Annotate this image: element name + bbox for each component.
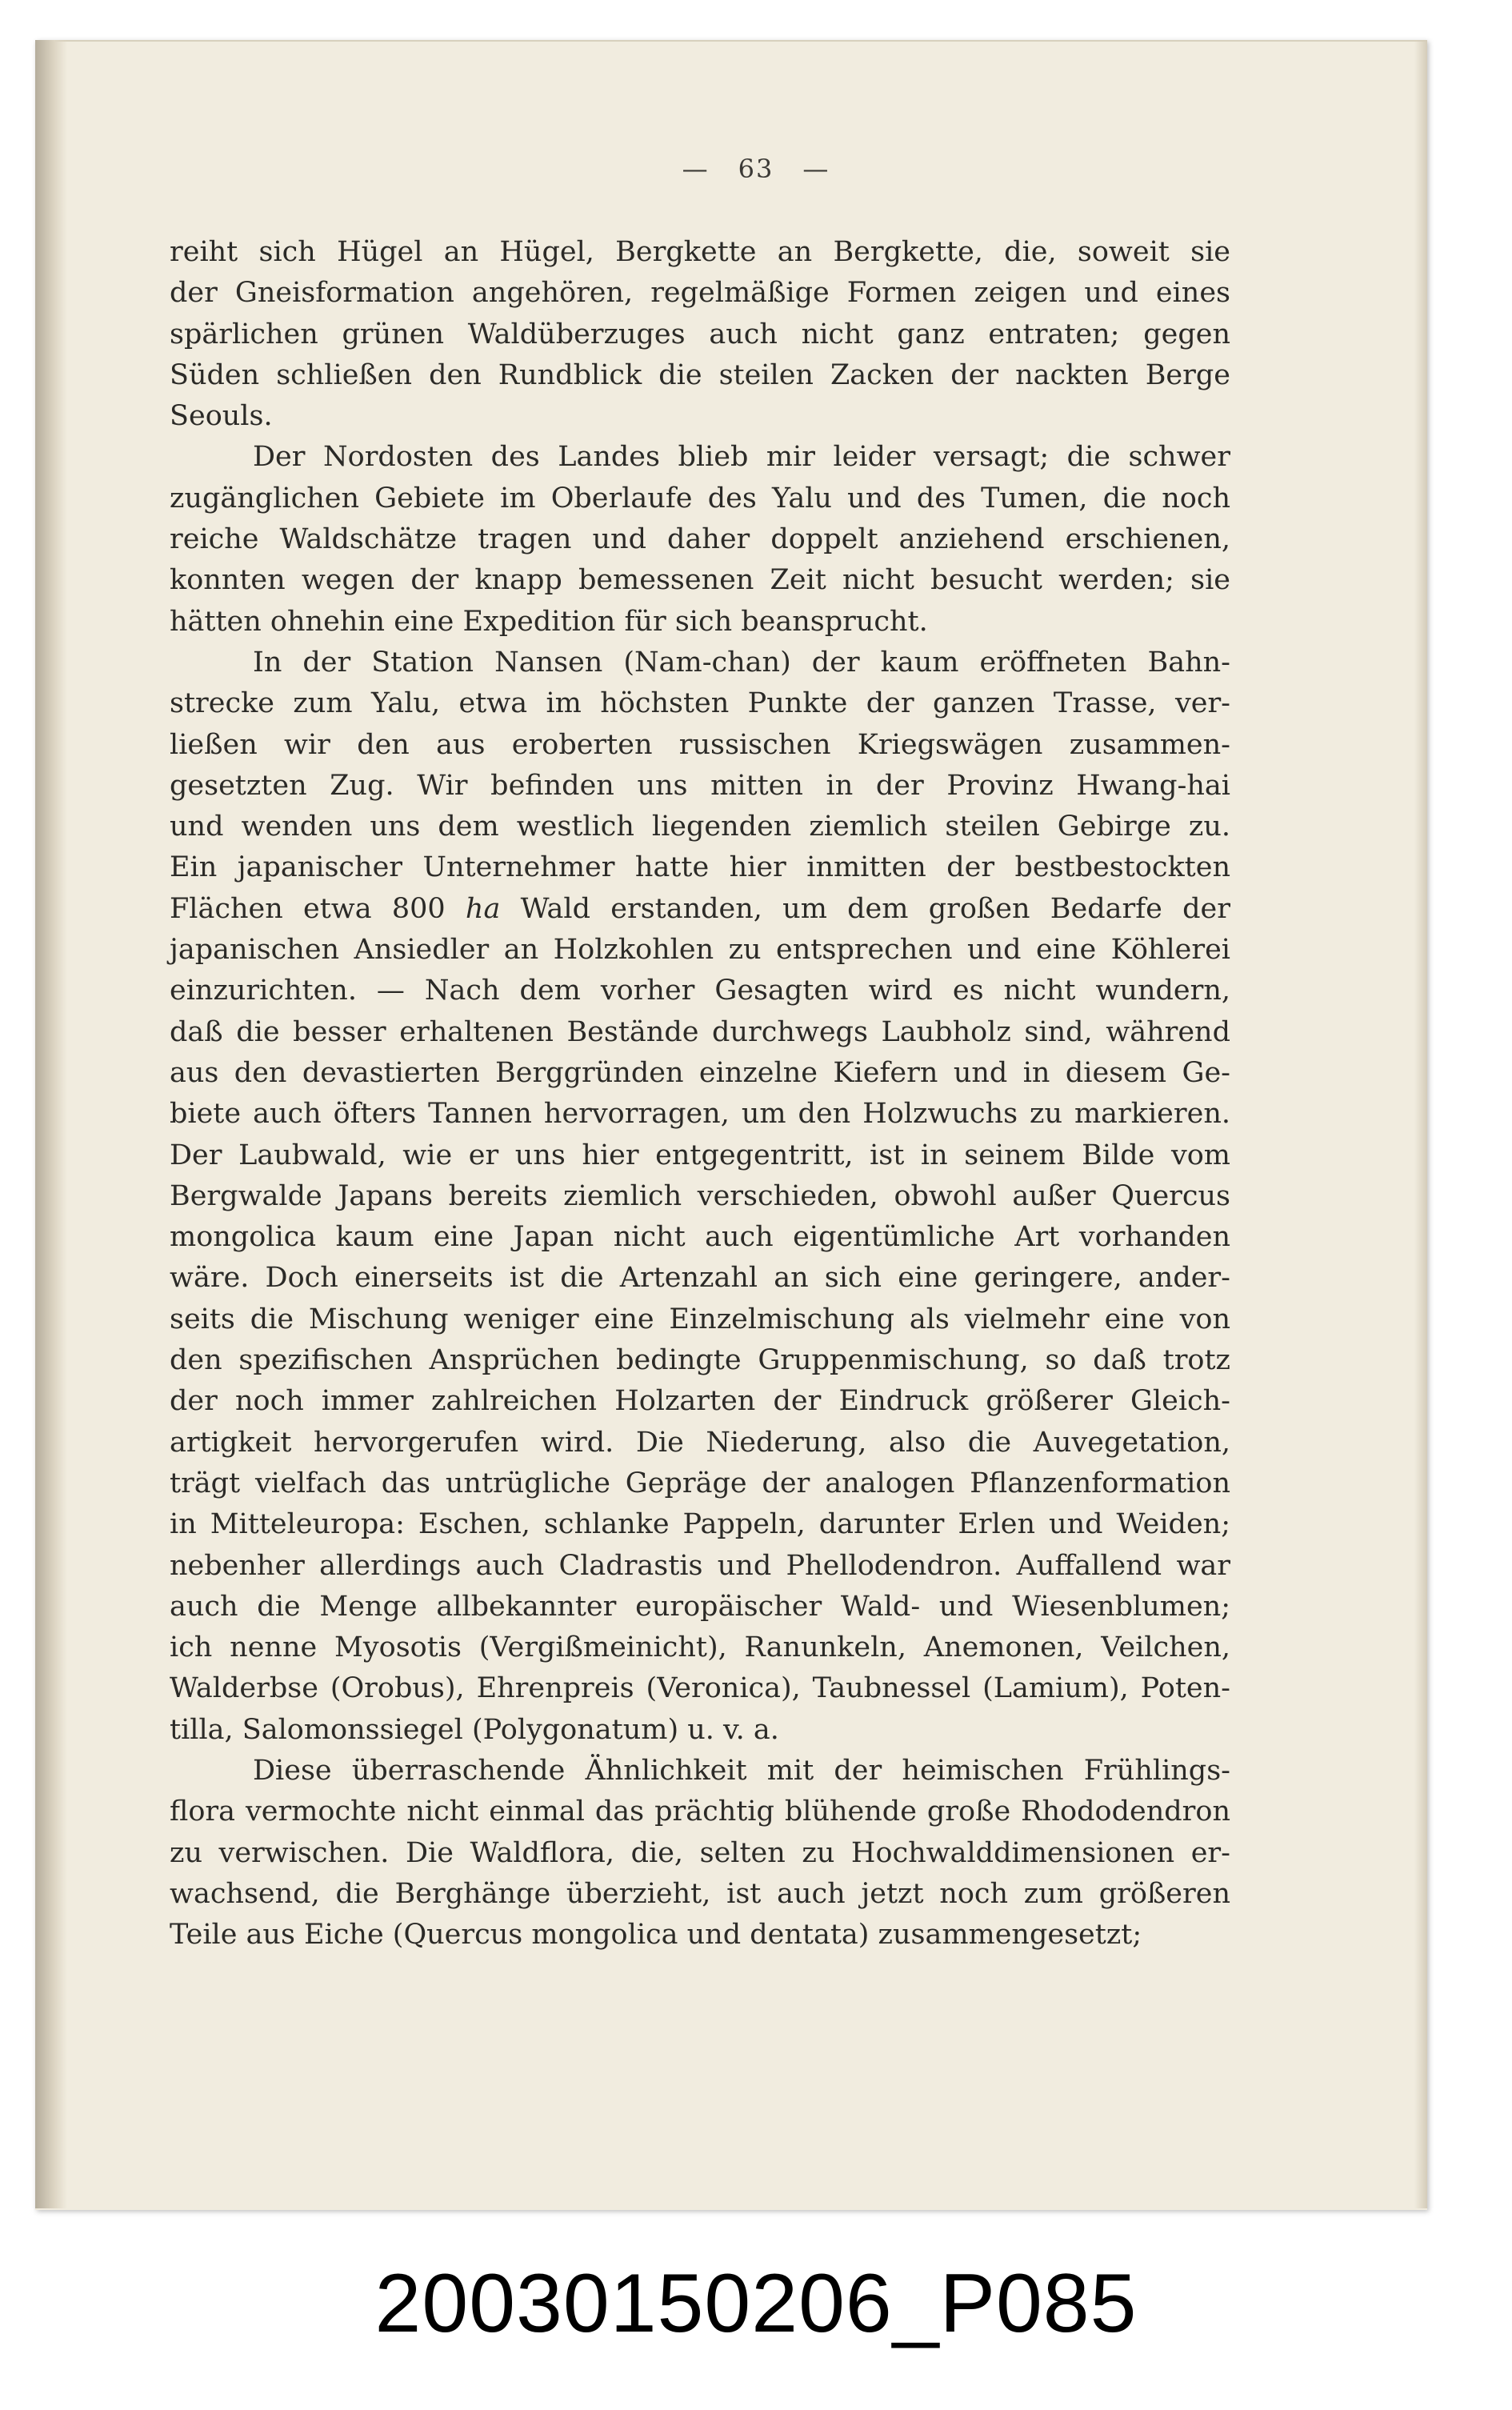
text-line: Ein japanischer Unternehmer hatte hier inmitten der bestbestockten xyxy=(170,851,1230,884)
text-line: hätten ohnehin eine Expedition für sich beansprucht. xyxy=(170,605,928,638)
unit-hectare: ha xyxy=(465,892,501,925)
text-line: der noch immer zahlreichen Holzarten der Eindruck größerer Gleich- xyxy=(170,1385,1230,1418)
text-line: Diese überraschende Ähnlichkeit mit der heimischen Frühlings- xyxy=(253,1754,1230,1787)
page-gutter-shadow xyxy=(35,40,67,2208)
text-line: den spezifischen Ansprüchen bedingte Gruppenmischung, so daß trotz xyxy=(170,1344,1230,1377)
text-line: zu verwischen. Die Waldflora, die, selten zu Hochwalddimensionen er- xyxy=(170,1836,1230,1869)
text-line: daß die besser erhaltenen Bestände durchwegs Laubholz sind, während xyxy=(170,1015,1230,1048)
page-number-dash-right: — xyxy=(802,154,830,184)
text-line: Walderbse (Orobus), Ehrenpreis (Veronica), Taubnessel (Lamium), Poten- xyxy=(170,1672,1230,1705)
text-line: Seouls. xyxy=(170,400,273,433)
page-number-value: 63 xyxy=(738,154,774,184)
text-line: Süden schließen den Rundblick die steilen Zacken der nackten Berge xyxy=(170,358,1230,391)
page-number xyxy=(0,154,1512,184)
text-line: trägt vielfach das untrügliche Gepräge der analogen Pflanzenformation xyxy=(170,1467,1230,1499)
text-line: artigkeit hervorgerufen wird. Die Niederung, also die Auvegetation, xyxy=(170,1426,1230,1459)
text-line: aus den devastierten Berggründen einzelne Kiefern und in diesem Ge- xyxy=(170,1056,1230,1089)
image-caption: 20030150206_P085 xyxy=(374,2257,1138,2350)
text-line: seits die Mischung weniger eine Einzelmischung als vielmehr eine von xyxy=(170,1303,1230,1335)
text-line: reiht sich Hügel an Hügel, Bergkette an Bergkette, die, soweit sie xyxy=(170,236,1230,268)
text-line: ließen wir den aus eroberten russischen Kriegswägen zusammen- xyxy=(170,728,1230,761)
text-line: nebenher allerdings auch Cladrastis und Phellodendron. Auffallend war xyxy=(170,1549,1230,1582)
text-line: japanischen Ansiedler an Holzkohlen zu entsprechen und eine Köhlerei xyxy=(170,934,1230,967)
text-line: ich nenne Myosotis (Vergißmeinicht), Ranunkeln, Anemonen, Veilchen, xyxy=(170,1631,1230,1664)
text-line: wachsend, die Berghänge überzieht, ist auch jetzt noch zum größeren xyxy=(170,1877,1230,1910)
text-line: mongolica kaum eine Japan nicht auch eigentümliche Art vorhanden xyxy=(170,1221,1230,1254)
page-number-dash-left: — xyxy=(682,154,710,184)
text-line: konnten wegen der knapp bemessenen Zeit nicht besucht werden; sie xyxy=(170,564,1230,597)
text-line: biete auch öfters Tannen hervorragen, um den Holzwuchs zu markieren. xyxy=(170,1098,1230,1131)
page-right-edge xyxy=(1414,40,1427,2208)
text-line: in Mitteleuropa: Eschen, schlanke Pappeln, darunter Erlen und Weiden; xyxy=(170,1508,1230,1541)
text-line: auch die Menge allbekannter europäischer Wald- und Wiesenblumen; xyxy=(170,1590,1230,1623)
text-line: reiche Waldschätze tragen und daher doppelt anziehend erschienen, xyxy=(170,523,1230,556)
text-line: der Gneisformation angehören, regelmäßige Formen zeigen und eines xyxy=(170,277,1230,310)
text-line: Bergwalde Japans bereits ziemlich verschieden, obwohl außer Quercus xyxy=(170,1179,1230,1212)
body-text xyxy=(170,232,1230,1956)
text-line: gesetzten Zug. Wir befinden uns mitten in der Provinz Hwang-hai xyxy=(170,769,1230,802)
text-line: spärlichen grünen Waldüberzuges auch nicht ganz entraten; gegen xyxy=(170,318,1230,350)
text-line: wäre. Doch einerseits ist die Artenzahl an sich eine geringere, ander- xyxy=(170,1262,1230,1295)
text-line: einzurichten. — Nach dem vorher Gesagten wird es nicht wundern, xyxy=(170,975,1230,1007)
text-line: tilla, Salomonssiegel (Polygonatum) u. v. a. xyxy=(170,1713,779,1746)
text-line: und wenden uns dem westlich liegenden ziemlich steilen Gebirge zu. xyxy=(170,811,1230,843)
text-line: Der Nordosten des Landes blieb mir leider versagt; die schwer xyxy=(253,441,1230,474)
text-line: Teile aus Eiche (Quercus mongolica und dentata) zusammengesetzt; xyxy=(170,1919,1142,1952)
text-line: zugänglichen Gebiete im Oberlaufe des Yalu und des Tumen, die noch xyxy=(170,482,1230,514)
text-line: Der Laubwald, wie er uns hier entgegentritt, ist in seinem Bilde vom xyxy=(170,1139,1230,1171)
text-line: In der Station Nansen (Nam-chan) der kaum eröffneten Bahn- xyxy=(253,646,1230,679)
text-line: strecke zum Yalu, etwa im höchsten Punkte der ganzen Trasse, ver- xyxy=(170,687,1230,720)
text-line: flora vermochte nicht einmal das prächtig blühende große Rhododendron xyxy=(170,1795,1230,1828)
text-line: Flächen etwa 800 ha Wald erstanden, um dem großen Bedarfe der xyxy=(170,892,1230,925)
